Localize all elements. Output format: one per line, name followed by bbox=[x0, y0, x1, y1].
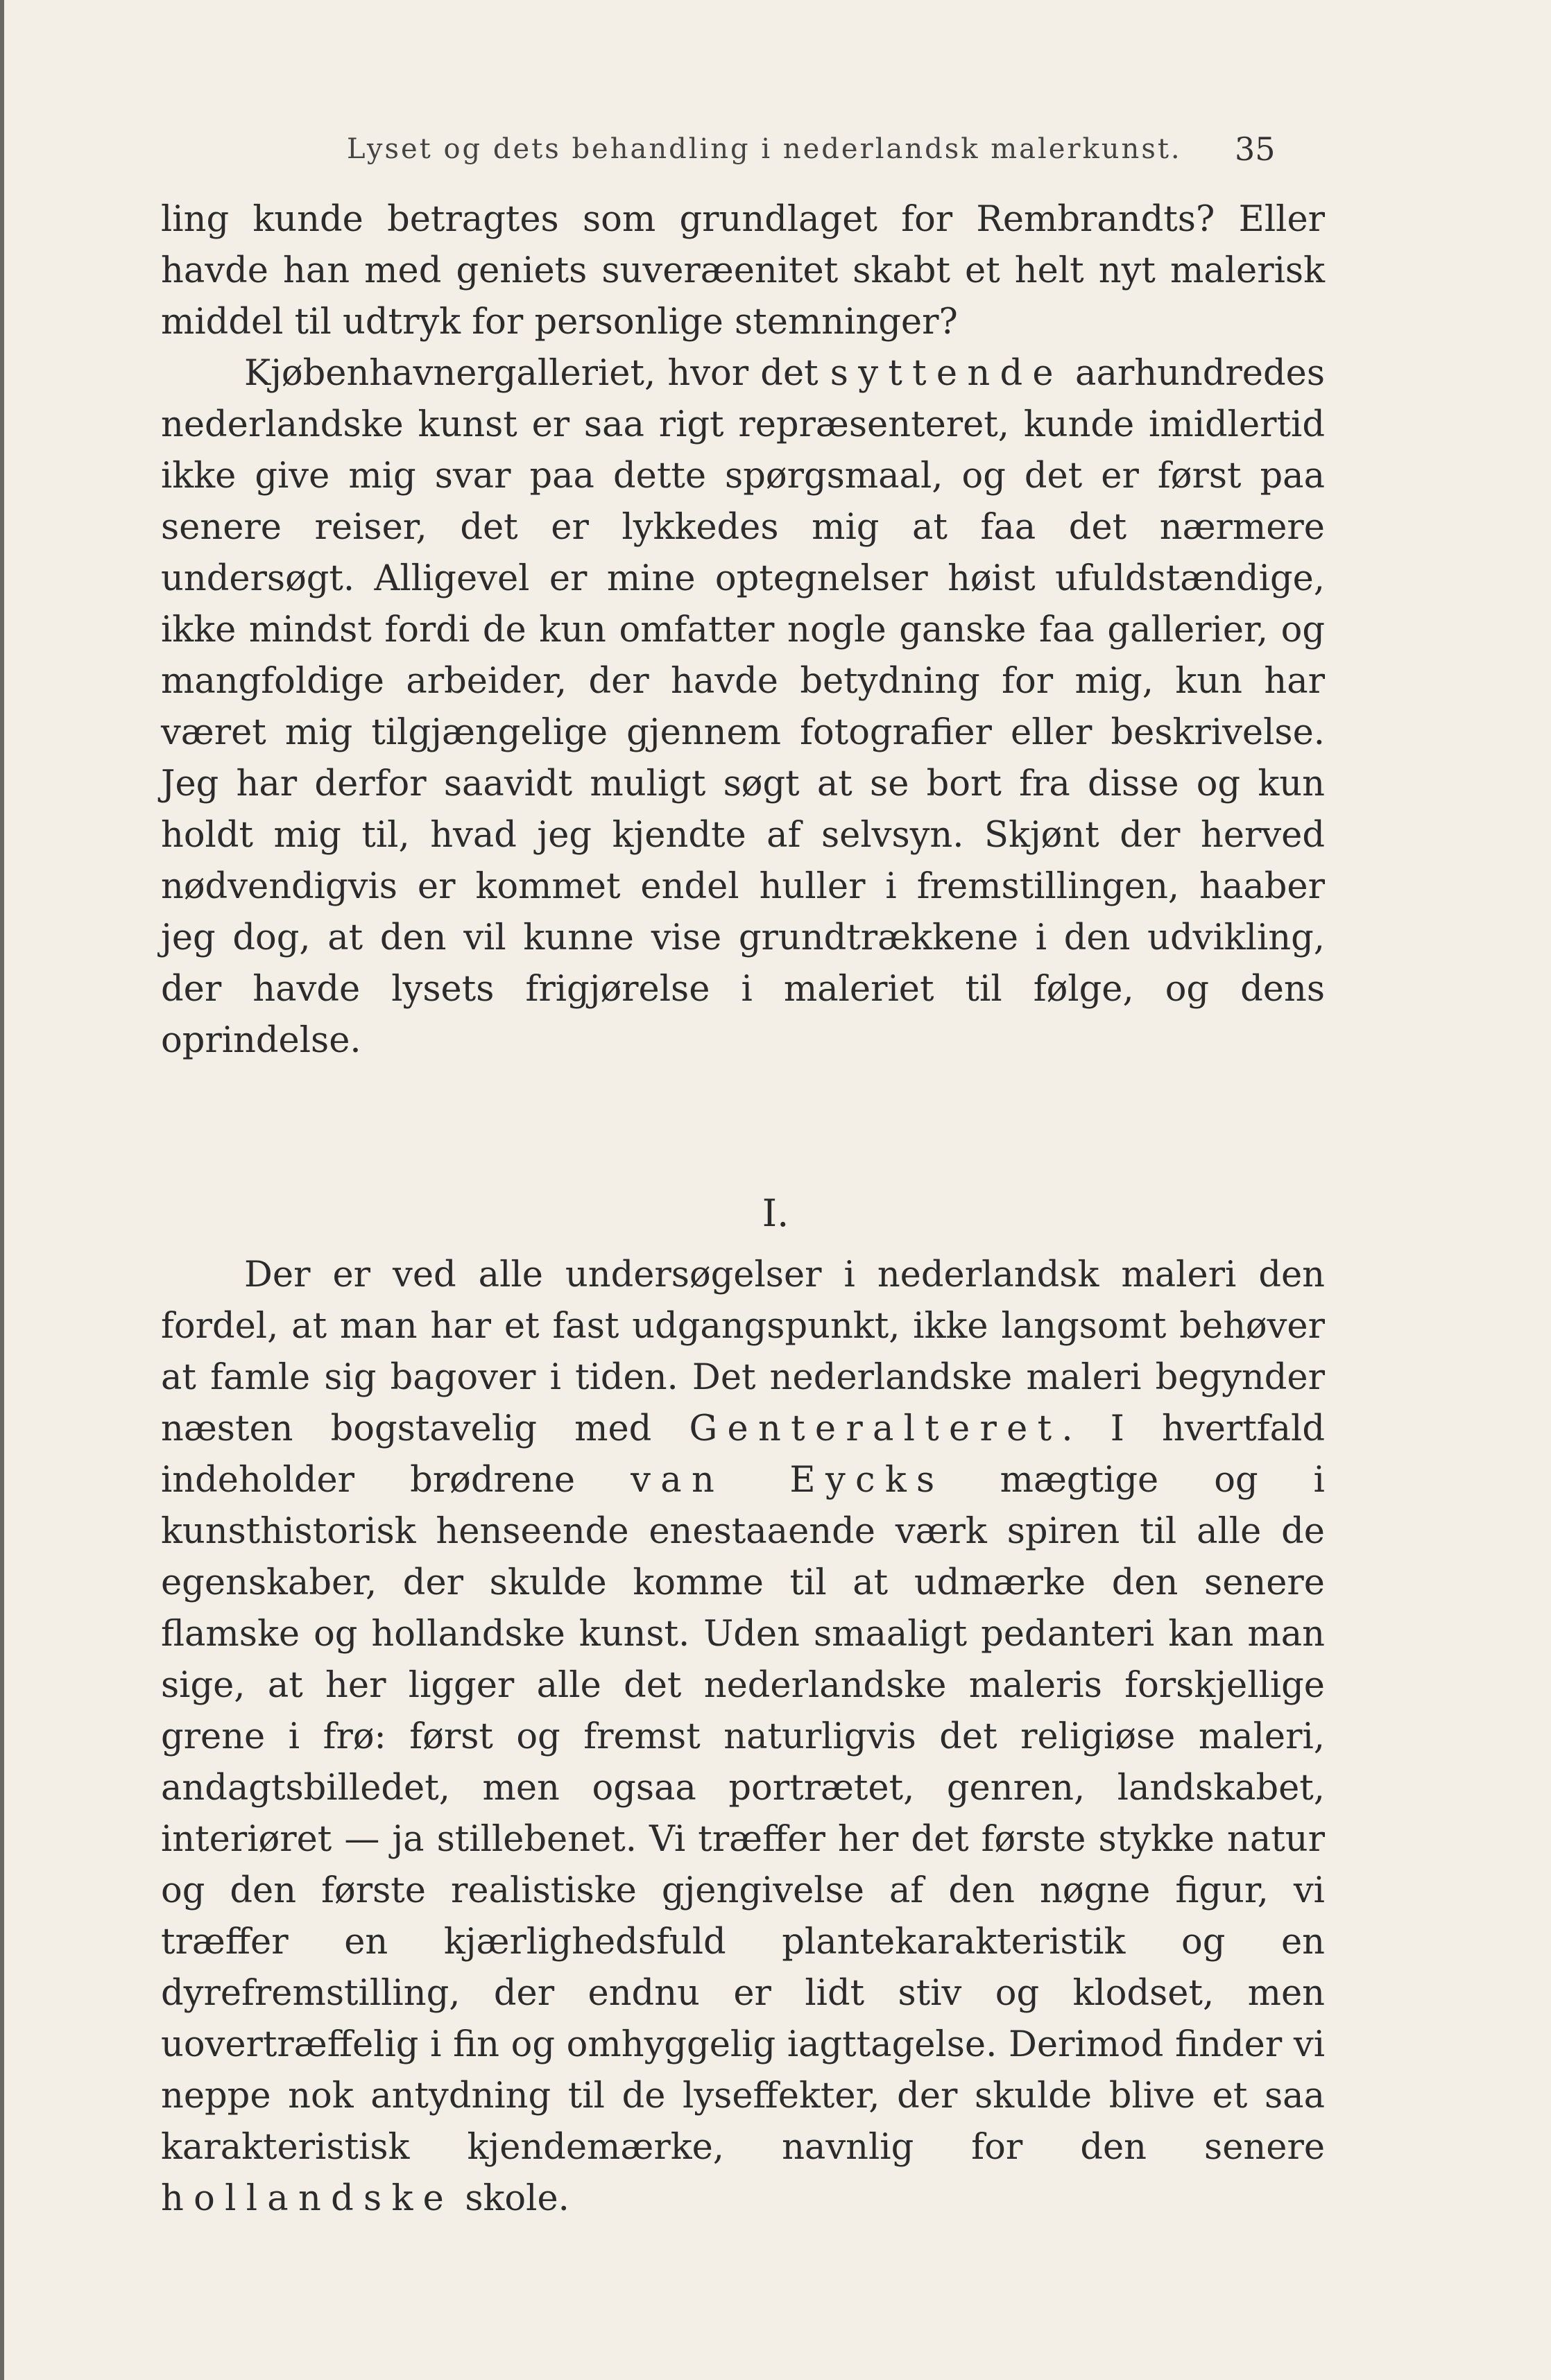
emphasized-text: syttende bbox=[830, 353, 1063, 394]
paragraph-text: mægtige og i kunsthistorisk henseende enestaaende værk spiren til alle de egenskaber, der skulde komme til at udmærke den senere flamske og hollandske kunst. Uden smaaligt pedanteri kan man sige, at her ligger alle det nederlandske maleris forskjellige grene i frø: først og fremst naturligvis det religiøse maleri, andagtsbilledet, men ogsaa portrætet, genren, landskabet, interiøret — ja stillebenet. Vi træffer her det første stykke natur og den første realistiske gjengivelse af den nøgne figur, vi træffer en kjærlighedsfuld plantekarakteristik og en dyrefremstilling, der endnu er lidt stiv og klodset, men uovertræffelig i fin og omhyggelig iagttagelse. Derimod finder vi neppe nok antydning til de lyseffekter, der skulde blive et saa karakteristisk kjendemærke, navnlig for den senere bbox=[161, 1460, 1325, 2168]
section-heading: I. bbox=[762, 1191, 789, 1235]
text-block-section-one bbox=[161, 1250, 1325, 2225]
running-title: Lyset og dets behandling i nederlandsk malerkunst. bbox=[347, 133, 1182, 165]
emphasized-text: hollandske bbox=[161, 2178, 454, 2219]
paragraph-text: Kjøbenhavnergalleriet, hvor det bbox=[244, 353, 830, 394]
paragraph-continuation: ling kunde betragtes som grundlaget for Rembrandts? Eller havde han med geniets suveræenitet skabt et helt nyt malerisk middel til udtryk for personlige stemninger? bbox=[161, 199, 1325, 343]
emphasized-text: van Eycks bbox=[631, 1460, 945, 1501]
emphasized-text: Genteralteret bbox=[689, 1408, 1062, 1449]
paragraph-text: aarhundredes nederlandske kunst er saa rigt repræsenteret, kunde imidlertid ikke give mig svar paa dette spørgsmaal, og det er først paa senere reiser, det er lykkedes mig at faa det nærmere undersøgt. Alligevel er mine optegnelser høist ufuldstændige, ikke mindst fordi de kun omfatter nogle ganske faa gallerier, og mangfoldige arbeider, der havde betydning for mig, kun har været mig tilgjængelige gjennem fotografier eller beskrivelse. Jeg har derfor saavidt muligt søgt at se bort fra disse og kun holdt mig til, hvad jeg kjendte af selvsyn. Skjønt der herved nødvendigvis er kommet endel huller i fremstillingen, haaber jeg dog, at den vil kunne vise grundtrækkene i den udvikling, der havde lysets frigjørelse i maleriet til følge, og dens oprindelse. bbox=[161, 353, 1325, 1061]
paragraph-copenhagen-gallery bbox=[161, 348, 1325, 1067]
paragraph-text: . I hvertfald indeholder brødrene bbox=[161, 1408, 1326, 1501]
page-binding-edge bbox=[0, 0, 4, 2380]
page-number: 35 bbox=[1235, 130, 1276, 168]
paragraph-text: skole. bbox=[454, 2178, 569, 2219]
text-block-intro bbox=[161, 194, 1325, 1067]
paragraph-netherlandish-painting bbox=[161, 1250, 1325, 2225]
paragraph-text: Der er ved alle undersøgelser i nederlandsk maleri den fordel, at man har et fast udgangspunkt, ikke langsomt behøver at famle sig bagover i tiden. Det nederlandske maleri begynder næsten bogstavelig med bbox=[161, 1254, 1325, 1449]
